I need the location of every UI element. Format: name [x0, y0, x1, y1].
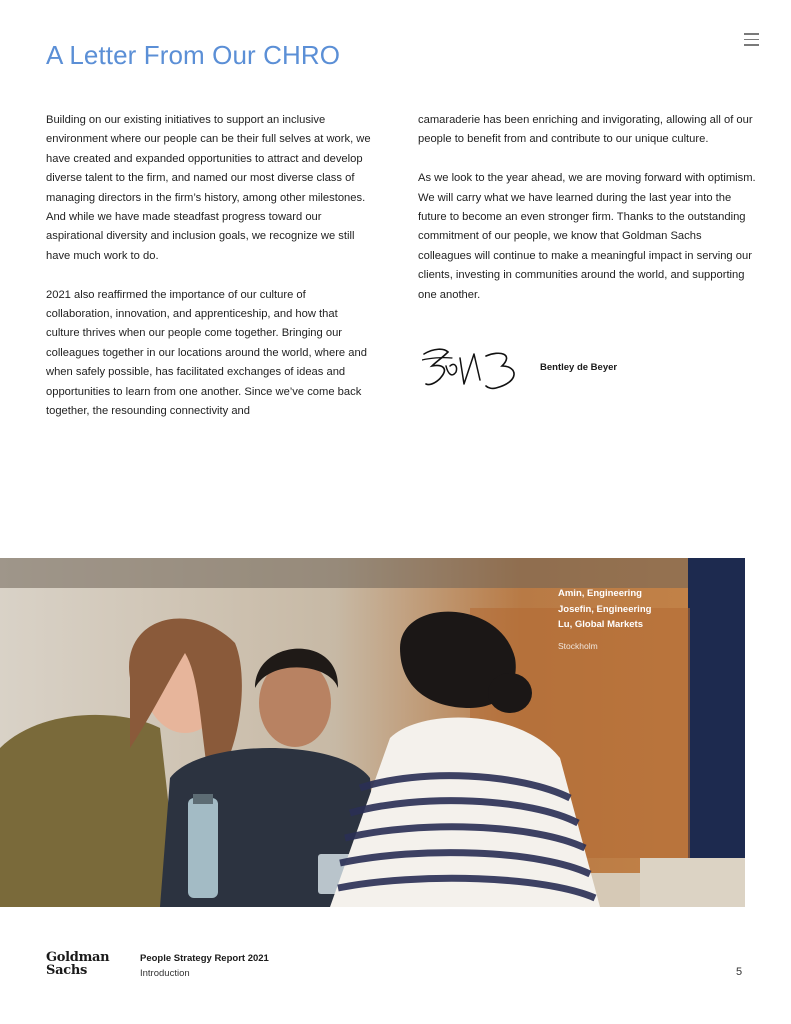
- letter-right-column: [418, 111, 758, 324]
- signer-name: Bentley de Beyer: [540, 362, 618, 373]
- goldman-sachs-logo: [46, 951, 109, 977]
- handwritten-signature: [422, 344, 526, 396]
- letter-paragraph: camaraderie has been enriching and invigorating, allowing all of our people to benefit from and contribute to our unique culture.: [418, 114, 753, 146]
- letter-paragraph: Building on our existing initiatives to support an inclusive environment where our people can be their full selves at work, we have created and expanded opportunities to attract and develop diverse talent to the firm, and named our most diverse class of managing directors in the firm’s history, among other milestones. And while we have made steadfast progress toward our aspirational diversity and inclusion goals, we recognize we still have much work to do.: [46, 114, 371, 262]
- caption-line: Josefin, Engineering: [558, 603, 652, 615]
- caption-line: Lu, Global Markets: [558, 619, 643, 630]
- letter-left-column: [46, 111, 371, 441]
- logo-line: Sachs: [46, 963, 87, 978]
- team-photo: [0, 558, 745, 907]
- caption-line: Amin, Engineering: [558, 588, 642, 599]
- photo-caption: [558, 586, 651, 651]
- page-title: A Letter From Our CHRO: [46, 40, 341, 70]
- caption-location: Stockholm: [558, 640, 598, 651]
- page-number: 5: [736, 966, 743, 978]
- letter-paragraph: As we look to the year ahead, we are moving forward with optimism. We will carry what we have learned during the last year into the future to become an even stronger firm. Thanks to the outstanding commitment of our people, we know that Goldman Sachs colleagues will continue to make a meaningful impact in serving our clients, investing in communities around the world, and supporting one another.: [418, 172, 756, 301]
- report-section: Introduction: [140, 968, 190, 979]
- letter-paragraph: 2021 also reaffirmed the importance of our culture of collaboration, innovation, and apprenticeship, and how that culture thrives when our people come together. Bringing our colleagues together in our locations around the world, where and when safely possible, has facilitated exchanges of ideas and opportunities to learn from one another. Since we’ve come back together, the resounding connectivity and: [46, 288, 367, 418]
- logo-line: Goldman: [46, 950, 110, 965]
- report-title: People Strategy Report 2021: [140, 953, 269, 964]
- hamburger-menu-icon[interactable]: [744, 33, 759, 46]
